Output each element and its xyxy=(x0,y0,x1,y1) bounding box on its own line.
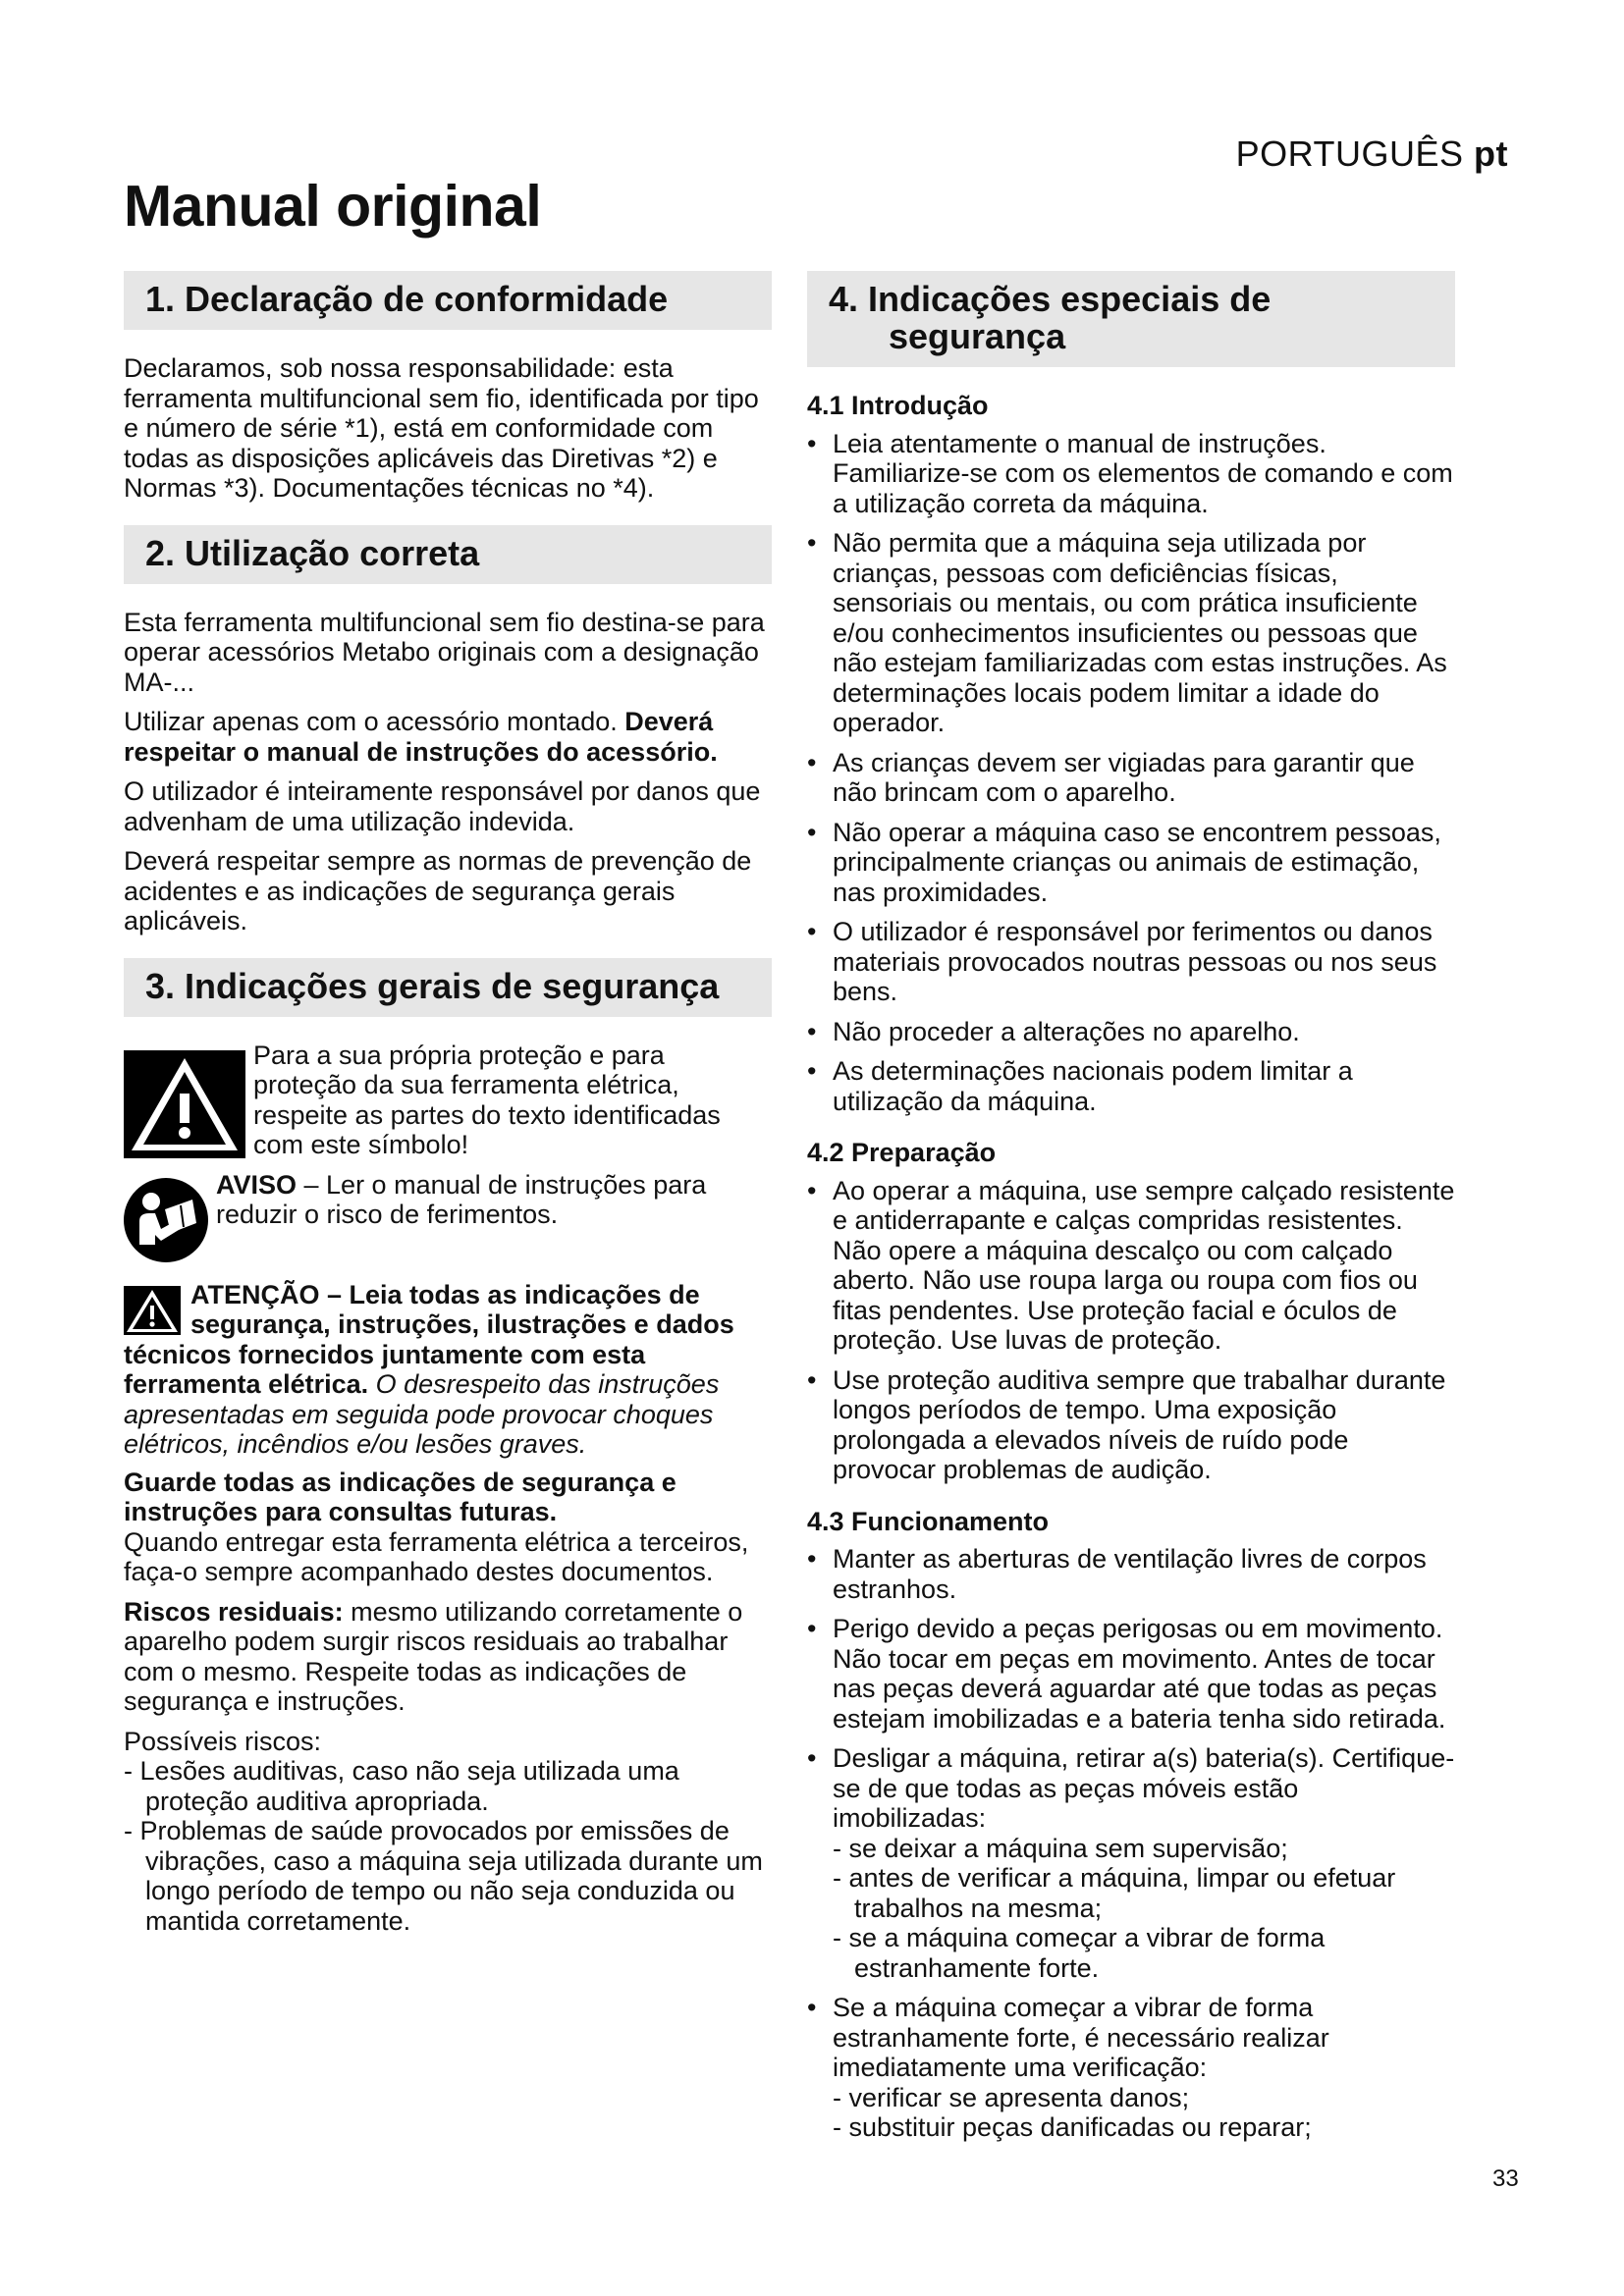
warning-triangle-small-icon xyxy=(124,1286,181,1335)
list-item: • Não operar a máquina caso se encontrem pessoas, principalmente crianças ou animais de estimação, nas proximidades. xyxy=(807,818,1455,908)
language-label xyxy=(1236,133,1508,175)
aviso-block xyxy=(124,1170,772,1258)
sub-dash-item: - se deixar a máquina sem supervisão; xyxy=(833,1833,1288,1863)
left-column xyxy=(124,271,772,1936)
guarde-text: Guarde todas as indicações de segurança e instruções para consultas futuras. xyxy=(124,1467,677,1526)
list-item: • Use proteção auditiva sempre que trabalhar durante longos períodos de tempo. Uma exposição prolongada a elevados níveis de ruído pode provocar problemas de audição. xyxy=(807,1365,1455,1485)
s2-p1: Esta ferramenta multifuncional sem fio destina-se para operar acessórios Metabo originais com a designação MA-... xyxy=(124,607,765,697)
quando-text: Quando entregar esta ferramenta elétrica a terceiros, faça-o sempre acompanhado destes documentos. xyxy=(124,1526,749,1586)
sub-dash-item: - antes de verificar a máquina, limpar ou efetuar trabalhos na mesma; xyxy=(833,1863,1396,1923)
subsection-4-1: 4.1 Introdução xyxy=(807,391,989,420)
warning-triangle-icon xyxy=(124,1050,245,1158)
list-item: • Manter as aberturas de ventilação livres de corpos estranhos. xyxy=(807,1544,1455,1604)
func-list xyxy=(807,1544,1455,2143)
risk-item: - Problemas de saúde provocados por emissões de vibrações, caso a máquina seja utilizada durante um longo período de tempo ou não seja conduzida ou mantida corretamente. xyxy=(124,1816,763,1936)
page-title: Manual original xyxy=(124,174,542,239)
list-item: • Ao operar a máquina, use sempre calçado resistente e antiderrapante e calças compridas resistentes. Não opere a máquina descalço ou com calçado aberto. Não use roupa larga ou roupa com fios ou fitas pendentes. Use proteção facial e óculos de proteção. Use luvas de proteção. xyxy=(807,1176,1455,1356)
sub-dash-item: - verificar se apresenta danos; xyxy=(833,2082,1190,2112)
atencao-italic-text: O desrespeito das instruções apresentadas em seguida pode provocar choques elétricos, incêndios e/ou lesões graves. xyxy=(124,1369,720,1459)
list-item: • Não permita que a máquina seja utilizada por crianças, pessoas com deficiências físicas, sensoriais ou mentais, ou com prática insuficiente e/ou conhecimentos insuficientes ou pessoas que não estejam familiarizadas com estas instruções. As determinações locais podem limitar a idade do operador. xyxy=(807,528,1455,738)
list-item: • As determinações nacionais podem limitar a utilização da máquina. xyxy=(807,1056,1455,1116)
page-number: 33 xyxy=(1492,2165,1519,2192)
section-3-heading: 3. Indicações gerais de segurança xyxy=(124,958,772,1017)
list-item: • O utilizador é responsável por ferimentos ou danos materiais provocados noutras pessoas ou nos seus bens. xyxy=(807,917,1455,1007)
warning-block xyxy=(124,1041,772,1160)
sub-dash-item: - substituir peças danificadas ou reparar; xyxy=(833,2112,1312,2142)
possiveis-text: Possíveis riscos: xyxy=(124,1726,322,1756)
s2-p3: O utilizador é inteiramente responsável por danos que advenham de uma utilização indevida. xyxy=(124,776,761,836)
intro-list xyxy=(807,429,1455,1117)
atencao-bold-text: ATENÇÃO – Leia todas as indicações de segurança, instruções, ilustrações e dados técnicos fornecidos juntamente com esta ferramenta elétrica. xyxy=(124,1279,734,1399)
list-item xyxy=(807,1993,1455,2143)
aviso-text: – Ler o manual de instruções para reduzir o risco de ferimentos. xyxy=(216,1169,707,1229)
subsection-4-2: 4.2 Preparação xyxy=(807,1138,997,1167)
list-item xyxy=(807,1743,1455,1983)
list-item: • Perigo devido a peças perigosas ou em movimento. Não tocar em peças em movimento. Antes de tocar nas peças deverá aguardar até que todas as peças estejam imobilizadas e a bateria tenha sido retirada. xyxy=(807,1614,1455,1734)
list-item: • Não proceder a alterações no aparelho. xyxy=(807,1017,1455,1047)
section-2-heading: 2. Utilização correta xyxy=(124,525,772,584)
section-4-heading: 4. Indicações especiais de segurança xyxy=(807,271,1455,367)
func4-intro: Se a máquina começar a vibrar de forma estranhamente forte, é necessário realizar imediatamente uma verificação: xyxy=(833,1993,1329,2082)
language-word: PORTUGUÊS xyxy=(1235,133,1464,174)
warning-text: Para a sua própria proteção e para proteção da sua ferramenta elétrica, respeite as partes do texto identificadas com este símbolo! xyxy=(253,1040,721,1159)
sub-dash-item: - se a máquina começar a vibrar de forma estranhamente forte. xyxy=(833,1923,1326,1983)
riscos-text: Riscos residuais: mesmo utilizando corretamente o aparelho podem surgir riscos residuais ao trabalhar com o mesmo. Respeite todas as indicações de segurança e instruções. xyxy=(124,1596,743,1716)
right-column xyxy=(807,271,1455,2164)
func3-intro: Desligar a máquina, retirar a(s) bateria(s). Certifique-se de que todas as peças móveis estão imobilizadas: xyxy=(833,1743,1455,1833)
list-item: • Leia atentamente o manual de instruções. Familiarize-se com os elementos de comando e com a utilização correta da máquina. xyxy=(807,429,1455,519)
aviso-label: AVISO xyxy=(216,1169,298,1200)
risk-item: - Lesões auditivas, caso não seja utilizada uma proteção auditiva apropriada. xyxy=(124,1756,679,1816)
atencao-block xyxy=(124,1280,772,1460)
prep-list xyxy=(807,1176,1455,1485)
s2-p4: Deverá respeitar sempre as normas de prevenção de acidentes e as indicações de segurança gerais aplicáveis. xyxy=(124,846,752,935)
s2-p2: Utilizar apenas com o acessório montado. Deverá respeitar o manual de instruções do acessório. xyxy=(124,707,718,767)
read-manual-icon xyxy=(122,1176,210,1264)
language-code: pt xyxy=(1474,133,1508,174)
subsection-4-3: 4.3 Funcionamento xyxy=(807,1506,1050,1536)
list-item: • As crianças devem ser vigiadas para garantir que não brincam com o aparelho. xyxy=(807,748,1455,808)
s1-body: Declaramos, sob nossa responsabilidade: esta ferramenta multifuncional sem fio, identificada por tipo e número de série *1), está em conformidade com todas as disposições aplicáveis das Diretivas *2) e Normas *3). Documentações técnicas no *4). xyxy=(124,353,759,503)
section-1-heading: 1. Declaração de conformidade xyxy=(124,271,772,330)
